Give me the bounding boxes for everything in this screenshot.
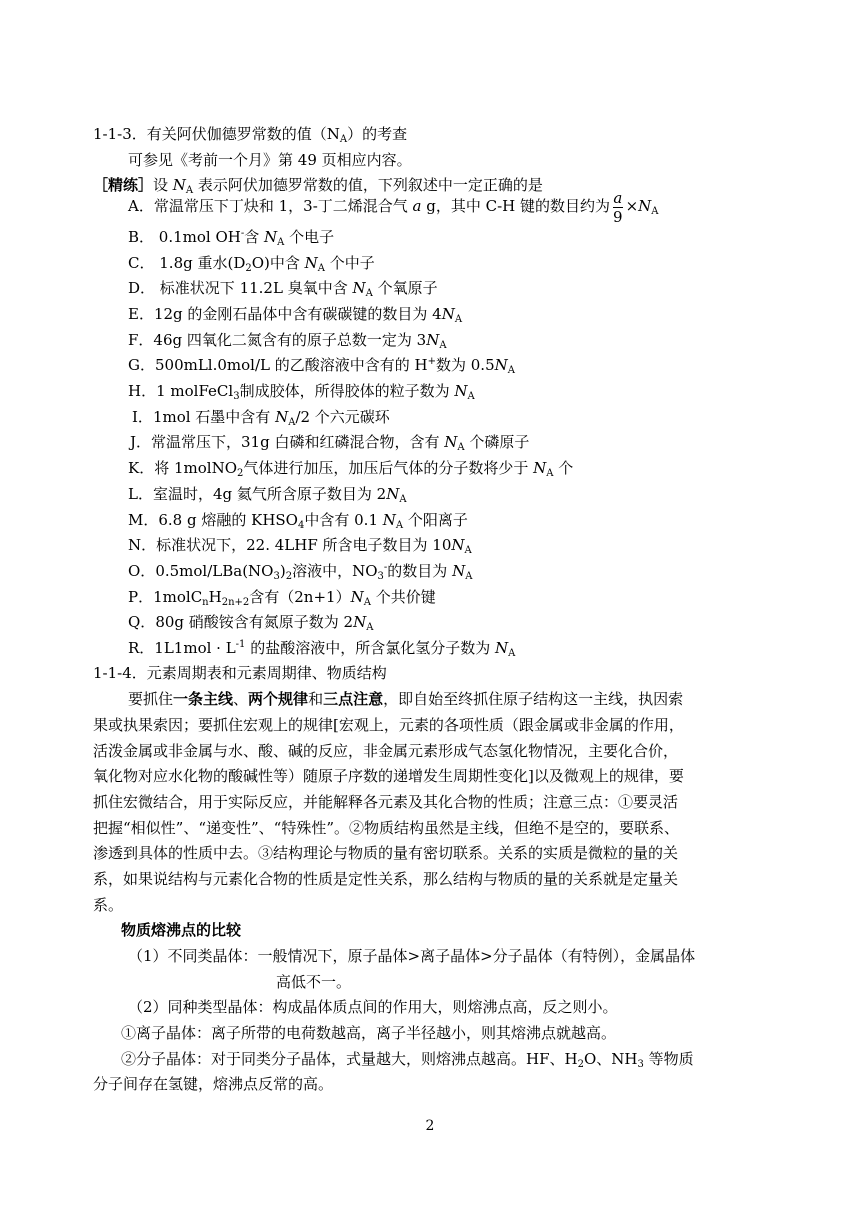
fraction-a-over-9: $\frac{a}{9}$ xyxy=(613,188,623,226)
option-f: F．46g 四氧化二氮含有的原子总数一定为 $3N_A$ xyxy=(128,331,447,351)
option-o: O．$0.5mol/LBa(NO_3)_2$溶液中，$NO_3^-$的数目为 $N_A$ xyxy=(128,562,473,582)
option-j: J．常温常压下，31g 白磷和红磷混合物，含有 $N_A$ 个磷原子 xyxy=(130,433,530,453)
melting-point-item-2: （2）同种类型晶体：构成晶体质点间的作用大，则熔沸点高，反之则小。 xyxy=(128,998,618,1016)
option-a: A．常温常压下丁炔和 1，3-丁二烯混合气 a g，其中 C-H 键的数目约为 $\frac{a}{9}$ $\times N_A$ xyxy=(128,188,659,226)
option-p: P．$1molC_nH_{2n+2}$含有$(2n+1)N_A$ 个共价键 xyxy=(128,588,436,608)
option-r: R．$1L1mol \cdot L^{-1}$ 的盐酸溶液中，所含氯化氢分子数为 $N_A$ xyxy=(128,639,516,659)
molecular-crystal-line: ②分子晶体：对于同类分子晶体，式量越大，则熔沸点越高。HF、$H_2O$、$NH_3$ 等物质 xyxy=(121,1050,694,1070)
paragraph-line-3: 活泼金属或非金属与水、酸、碱的反应，非金属元素形成气态氢化物情况，主要化合价， xyxy=(93,742,679,760)
option-l: L．室温时，4g 氦气所含原子数目为 $2N_A$ xyxy=(128,485,407,505)
option-k: K．将 1molNO$_2$气体进行加压，加压后气体的分子数将少于 $N_A$ 个 xyxy=(128,459,574,479)
paragraph-line-6: 把握“相似性”、“递变性”、“特殊性”。②物质结构虽然是主线，但绝不是空的，要联系、 xyxy=(93,819,680,837)
option-d: D． 标准状况下 11.2L 臭氧中含 $N_A$ 个氧原子 xyxy=(128,279,438,299)
option-g: G．500mLl.0mol/L 的乙酸溶液中含有的 H+数为 $0.5N_A$ xyxy=(128,356,515,376)
option-n: N．标准状况下，22. 4LHF 所含电子数目为 $10N_A$ xyxy=(128,536,472,556)
option-i: I．1mol 石墨中含有 $N_A/2$ 个六元碳环 xyxy=(132,408,390,428)
paragraph-line-9: 系。 xyxy=(93,896,124,914)
section-heading-1-1-4: 1-1-4．元素周期表和元素周期律、物质结构 xyxy=(93,664,387,682)
melting-point-item-1: （1）不同类晶体：一般情况下，原子晶体>离子晶体>分子晶体（有特例），金属晶体 xyxy=(128,947,696,965)
option-b: B． 0.1mol OH-含 $N_A$ 个电子 xyxy=(128,228,335,248)
ionic-crystal-line: ①离子晶体：离子所带的电荷数越高，离子半径越小，则其熔沸点就越高。 xyxy=(121,1024,617,1042)
paragraph-line-8: 系，如果说结构与元素化合物的性质是定性关系，那么结构与物质的量的关系就是定量关 xyxy=(93,870,679,888)
option-e: E．12g 的金刚石晶体中含有碳碳键的数目为 $4N_A$ xyxy=(128,305,463,325)
practice-stem: ［精练］设 $N_A$ 表示阿伏加德罗常数的值，下列叙述中一定正确的是 xyxy=(93,176,543,196)
option-m: M．6.8 g 熔融的 $KHSO_4$中含有 0.1 $N_A$ 个阳离子 xyxy=(128,511,468,531)
option-q: Q．80g 硝酸铵含有氮原子数为 $2N_A$ xyxy=(128,613,374,633)
paragraph-line-5: 抓住宏微结合，用于实际反应，并能解释各元素及其化合物的性质；注意三点：①要灵活 xyxy=(93,793,679,811)
option-c: C． 1.8g 重水$(D_2O)$中含 $N_A$ 个中子 xyxy=(128,254,375,274)
reference-line: 可参见《考前一个月》第 49 页相应内容。 xyxy=(128,151,412,169)
page-number: 2 xyxy=(425,1118,435,1134)
paragraph-line-7: 渗透到具体的性质中去。③结构理论与物质的量有密切联系。关系的实质是微粒的量的关 xyxy=(93,844,679,862)
option-h: H．1 molFeCl$_3$制成胶体，所得胶体的粒子数为 $N_A$ xyxy=(128,382,475,402)
section-heading-1-1-3: 1-1-3．有关阿伏伽德罗常数的值$(N_A)$的考查 xyxy=(93,125,408,145)
paragraph-line-4: 氧化物对应水化物的酸碱性等）随原子序数的递增发生周期性变化]以及微观上的规律，要 xyxy=(93,767,684,785)
paragraph-line-1: 要抓住一条主线、两个规律和三点注意，即自始至终抓住原子结构这一主线，执因索 xyxy=(128,690,684,708)
molecular-crystal-line-cont: 分子间存在氢键，熔沸点反常的高。 xyxy=(93,1075,334,1093)
paragraph-line-2: 果或执果索因；要抓住宏观上的规律[宏观上，元素的各项性质（跟金属或非金属的作用， xyxy=(93,716,684,734)
melting-point-heading: 物质熔沸点的比较 xyxy=(121,921,242,939)
melting-point-item-1-cont: 高低不一。 xyxy=(276,973,352,991)
